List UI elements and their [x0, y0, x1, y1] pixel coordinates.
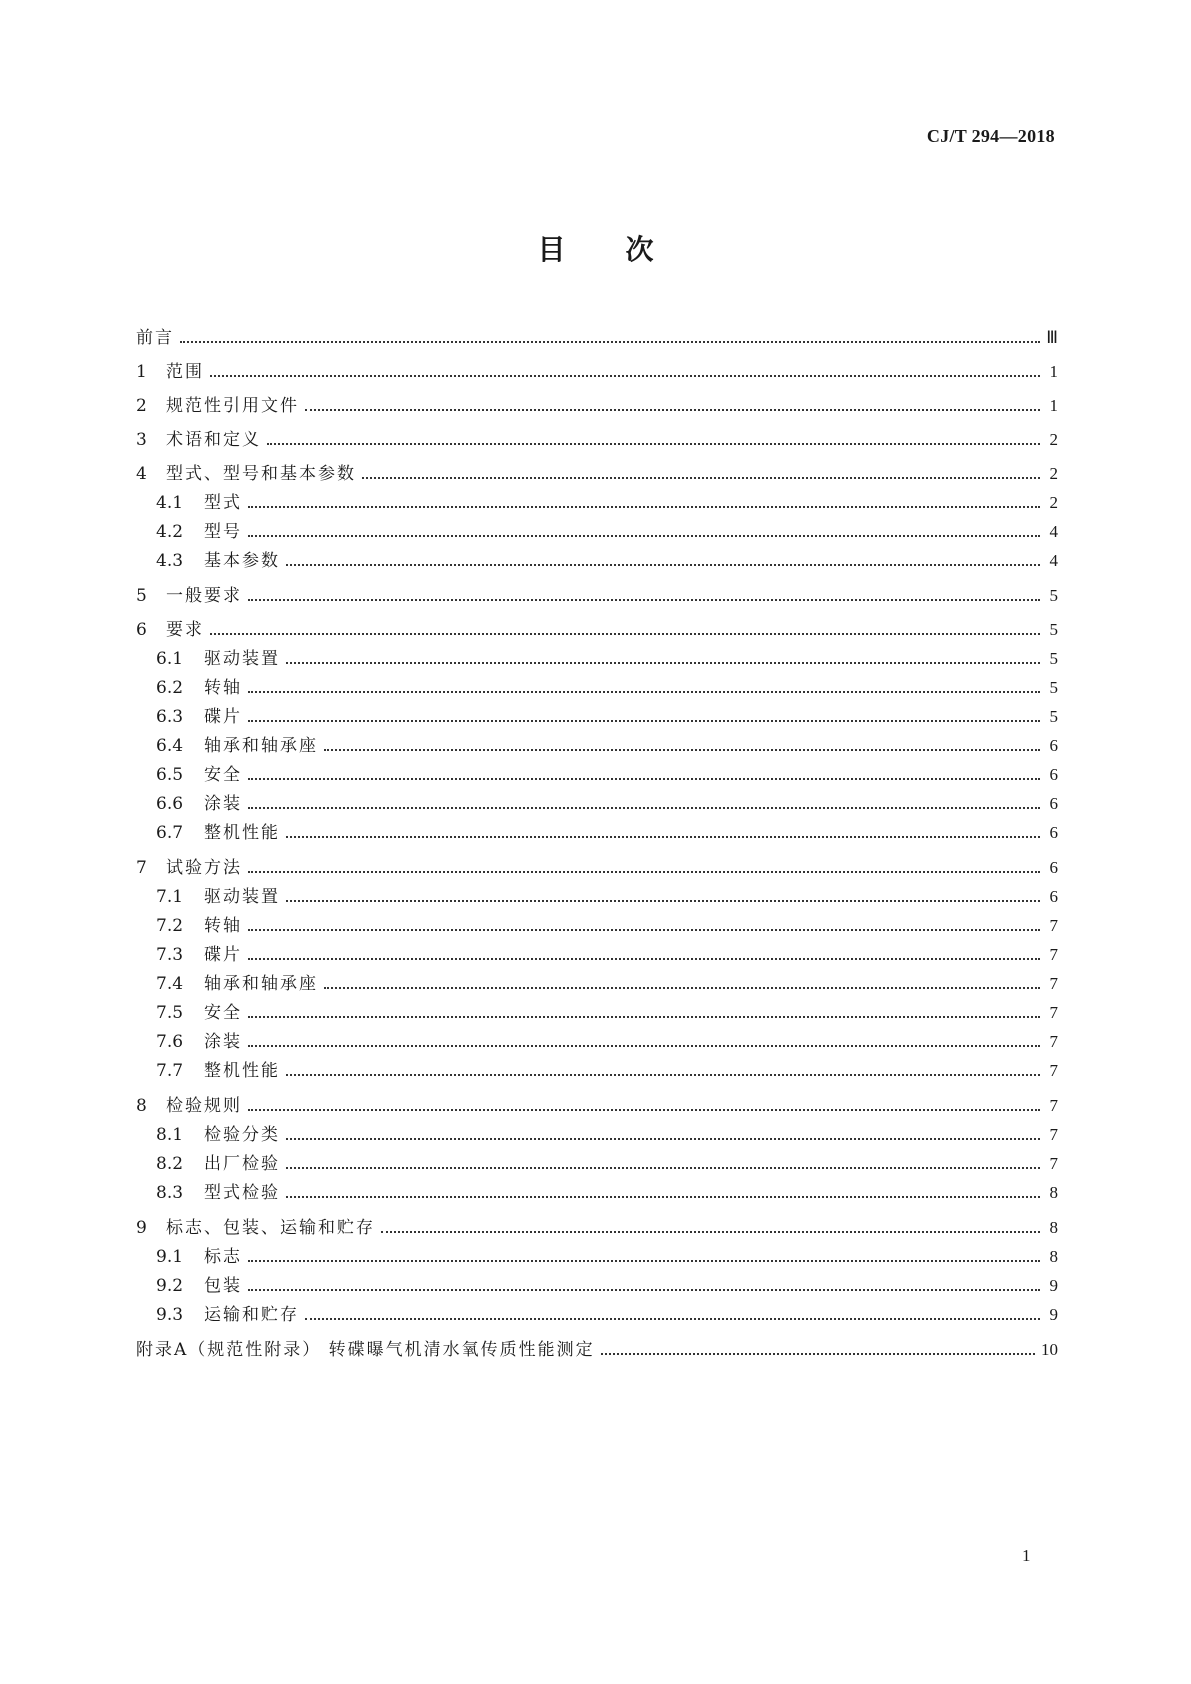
toc-entry-number: 7.1: [156, 887, 184, 907]
toc-entry-label: 要求: [166, 620, 204, 640]
dot-leader: [286, 1059, 1040, 1083]
toc-entry-page: 5: [1049, 620, 1058, 639]
toc-entry-number: 4.3: [156, 551, 184, 571]
toc-entry[interactable]: [136, 1338, 1058, 1362]
dot-leader: [248, 763, 1040, 787]
toc-entry-label: 涂装: [204, 794, 242, 814]
toc-entry-number: 7.6: [156, 1032, 184, 1052]
toc-entry-label: 出厂检验: [204, 1154, 280, 1174]
dot-leader: [248, 1274, 1040, 1298]
toc-entry[interactable]: [156, 1274, 1058, 1298]
toc-entry-number: 4: [136, 464, 147, 484]
toc-entry-page: 4: [1049, 522, 1058, 541]
toc-entry-number: 6.6: [156, 794, 184, 814]
dot-leader: [248, 520, 1040, 544]
toc-entry-number: 6.3: [156, 707, 184, 727]
toc-entry-number: 2: [136, 396, 147, 416]
toc-entry-page: 5: [1049, 586, 1058, 605]
toc-entry[interactable]: [136, 326, 1058, 350]
toc-entry-page: 7: [1049, 945, 1058, 964]
toc-entry-number: 6.5: [156, 765, 184, 785]
toc-entry-label: 碟片: [204, 945, 242, 965]
dot-leader: [305, 394, 1040, 418]
toc-entry-page: 6: [1049, 765, 1058, 784]
toc-entry[interactable]: [156, 1303, 1058, 1327]
toc-entry-number: 9.3: [156, 1305, 184, 1325]
toc-entry-number: 9: [136, 1218, 147, 1238]
toc-entry-label: 整机性能: [204, 823, 280, 843]
toc-entry-label: 驱动装置: [204, 649, 280, 669]
toc-entry[interactable]: [156, 972, 1058, 996]
toc-entry-label: 试验方法: [166, 858, 242, 878]
toc-entry-page: 6: [1049, 887, 1058, 906]
toc-entry-number: 6.4: [156, 736, 184, 756]
dot-leader: [248, 943, 1040, 967]
toc-entry-number: 9.1: [156, 1247, 184, 1267]
toc-entry-page: 5: [1049, 707, 1058, 726]
toc-entry-number: 6.7: [156, 823, 184, 843]
toc-entry-label: 范围: [166, 362, 204, 382]
toc-entry[interactable]: [136, 1216, 1058, 1240]
toc-entry[interactable]: [156, 520, 1058, 544]
toc-entry-page: Ⅲ: [1046, 328, 1058, 347]
toc-entry-label: 检验分类: [204, 1125, 280, 1145]
toc-entry-page: 6: [1049, 823, 1058, 842]
dot-leader: [286, 1181, 1040, 1205]
dot-leader: [286, 821, 1040, 845]
standard-code: CJ/T 294—2018: [926, 126, 1055, 146]
toc-entry-number: 4.1: [156, 493, 184, 513]
toc-entry-page: 2: [1049, 464, 1058, 483]
dot-leader: [305, 1303, 1040, 1327]
toc-entry-label: 驱动装置: [204, 887, 280, 907]
toc-entry[interactable]: [156, 647, 1058, 671]
toc-entry-label: 整机性能: [204, 1061, 280, 1081]
toc-entry[interactable]: [156, 1245, 1058, 1269]
toc-entry-page: 4: [1049, 551, 1058, 570]
toc-entry-label: 转轴: [204, 916, 242, 936]
toc-entry-number: 8.1: [156, 1125, 184, 1145]
toc-entry-number: 6: [136, 620, 147, 640]
toc-entry[interactable]: [156, 676, 1058, 700]
toc-entry-page: 8: [1049, 1218, 1058, 1237]
toc-entry-page: 8: [1049, 1183, 1058, 1202]
toc-entry[interactable]: [156, 1123, 1058, 1147]
toc-entry-page: 7: [1049, 1032, 1058, 1051]
toc-entry-label: 包装: [204, 1276, 242, 1296]
toc-entry-page: 6: [1049, 794, 1058, 813]
toc-entry-page: 7: [1049, 1125, 1058, 1144]
toc-entry-number: 7.4: [156, 974, 184, 994]
toc-entry[interactable]: [136, 394, 1058, 418]
toc-entry-page: 7: [1049, 974, 1058, 993]
dot-leader: [324, 972, 1040, 996]
toc-entry-number: 7: [136, 858, 147, 878]
toc-entry-number: 9.2: [156, 1276, 184, 1296]
toc-entry-page: 7: [1049, 1061, 1058, 1080]
toc-entry-number: 6.1: [156, 649, 184, 669]
toc-entry-page: 6: [1049, 858, 1058, 877]
toc-entry-page: 9: [1049, 1276, 1058, 1295]
toc-entry[interactable]: [156, 821, 1058, 845]
toc-entry[interactable]: [136, 856, 1058, 880]
toc-entry-label: 型号: [204, 522, 242, 542]
toc-entry[interactable]: [136, 360, 1058, 384]
dot-leader: [248, 584, 1040, 608]
toc-entry-label: 安全: [204, 765, 242, 785]
toc-entry-page: 5: [1049, 678, 1058, 697]
toc-entry-page: 8: [1049, 1247, 1058, 1266]
dot-leader: [248, 792, 1040, 816]
toc-entry-page: 1: [1049, 362, 1058, 381]
toc-entry-number: 6.2: [156, 678, 184, 698]
dot-leader: [286, 885, 1040, 909]
toc-entry[interactable]: [136, 618, 1058, 642]
toc-entry[interactable]: [136, 462, 1058, 486]
toc-entry[interactable]: [136, 1094, 1058, 1118]
toc-entry-number: 7.2: [156, 916, 184, 936]
toc-entry[interactable]: [156, 549, 1058, 573]
toc-entry-label: 运输和贮存: [204, 1305, 299, 1325]
page-number: 1: [1022, 1546, 1031, 1565]
toc-entry-label: 转轴: [204, 678, 242, 698]
toc-entry-page: 7: [1049, 1096, 1058, 1115]
toc-entry[interactable]: [156, 1030, 1058, 1054]
toc-entry[interactable]: [156, 885, 1058, 909]
toc-entry-label: 安全: [204, 1003, 242, 1023]
dot-leader: [248, 914, 1040, 938]
dot-leader: [210, 360, 1040, 384]
dot-leader: [248, 856, 1040, 880]
toc-entry-number: 8.3: [156, 1183, 184, 1203]
toc-entry-label: 轴承和轴承座: [204, 736, 318, 756]
toc-entry-page: 7: [1049, 1154, 1058, 1173]
dot-leader: [248, 491, 1040, 515]
toc-entry[interactable]: [136, 584, 1058, 608]
toc-entry[interactable]: [136, 428, 1058, 452]
toc-entry-page: 2: [1049, 430, 1058, 449]
toc-entry-number: 8.2: [156, 1154, 184, 1174]
toc-entry-page: 1: [1049, 396, 1058, 415]
dot-leader: [362, 462, 1040, 486]
toc-entry-page: 9: [1049, 1305, 1058, 1324]
dot-leader: [248, 1245, 1040, 1269]
toc-entry-page: 6: [1049, 736, 1058, 755]
toc-entry-number: 8: [136, 1096, 147, 1116]
toc-entry-page: 7: [1049, 1003, 1058, 1022]
toc-entry[interactable]: [156, 763, 1058, 787]
toc-entry[interactable]: [156, 792, 1058, 816]
dot-leader: [286, 1152, 1040, 1176]
dot-leader: [324, 734, 1040, 758]
toc-entry-label: 基本参数: [204, 551, 280, 571]
toc-entry-label: 前言: [136, 328, 174, 348]
toc-entry-number: 5: [136, 586, 147, 606]
toc-entry-page: 7: [1049, 916, 1058, 935]
toc-entry[interactable]: [156, 1181, 1058, 1205]
toc-entry[interactable]: [156, 1059, 1058, 1083]
toc-entry[interactable]: [156, 943, 1058, 967]
toc-entry-label: 术语和定义: [166, 430, 261, 450]
toc-entry-page: 10: [1041, 1340, 1058, 1359]
toc-entry-label: 碟片: [204, 707, 242, 727]
toc-entry-page: 2: [1049, 493, 1058, 512]
dot-leader: [248, 705, 1040, 729]
toc-entry[interactable]: [156, 1001, 1058, 1025]
toc-title: 目次: [537, 233, 714, 266]
toc-entry-number: 7.5: [156, 1003, 184, 1023]
dot-leader: [286, 1123, 1040, 1147]
toc-entry-number: 3: [136, 430, 147, 450]
toc-entry-number: 4.2: [156, 522, 184, 542]
toc-entry-label: 轴承和轴承座: [204, 974, 318, 994]
toc-entry[interactable]: [156, 1152, 1058, 1176]
toc-entry[interactable]: [156, 705, 1058, 729]
dot-leader: [286, 647, 1040, 671]
dot-leader: [267, 428, 1040, 452]
dot-leader: [180, 326, 1040, 350]
dot-leader: [210, 618, 1040, 642]
toc-entry[interactable]: [156, 491, 1058, 515]
dot-leader: [248, 676, 1040, 700]
dot-leader: [248, 1094, 1040, 1118]
dot-leader: [381, 1216, 1040, 1240]
dot-leader: [248, 1001, 1040, 1025]
toc-entry-label: 一般要求: [166, 586, 242, 606]
toc-entry-number: 7.7: [156, 1061, 184, 1081]
toc-entry-label: 型式、型号和基本参数: [166, 464, 356, 484]
toc-entry-label: 检验规则: [166, 1096, 242, 1116]
toc-entry-page: 5: [1049, 649, 1058, 668]
dot-leader: [601, 1338, 1035, 1362]
toc-entry-label: 标志: [204, 1247, 242, 1267]
toc-entry-label: 型式检验: [204, 1183, 280, 1203]
toc-entry-label: 规范性引用文件: [166, 396, 299, 416]
toc-entry[interactable]: [156, 734, 1058, 758]
toc-entry-label: 涂装: [204, 1032, 242, 1052]
toc-entry[interactable]: [156, 914, 1058, 938]
toc-entry-label: 型式: [204, 493, 242, 513]
dot-leader: [248, 1030, 1040, 1054]
toc-entry-number: 1: [136, 362, 147, 382]
toc-entry-number: 7.3: [156, 945, 184, 965]
toc-entry-label: 附录A（规范性附录） 转碟曝气机清水氧传质性能测定: [136, 1340, 595, 1360]
toc-entry-label: 标志、包装、运输和贮存: [166, 1218, 375, 1238]
dot-leader: [286, 549, 1040, 573]
